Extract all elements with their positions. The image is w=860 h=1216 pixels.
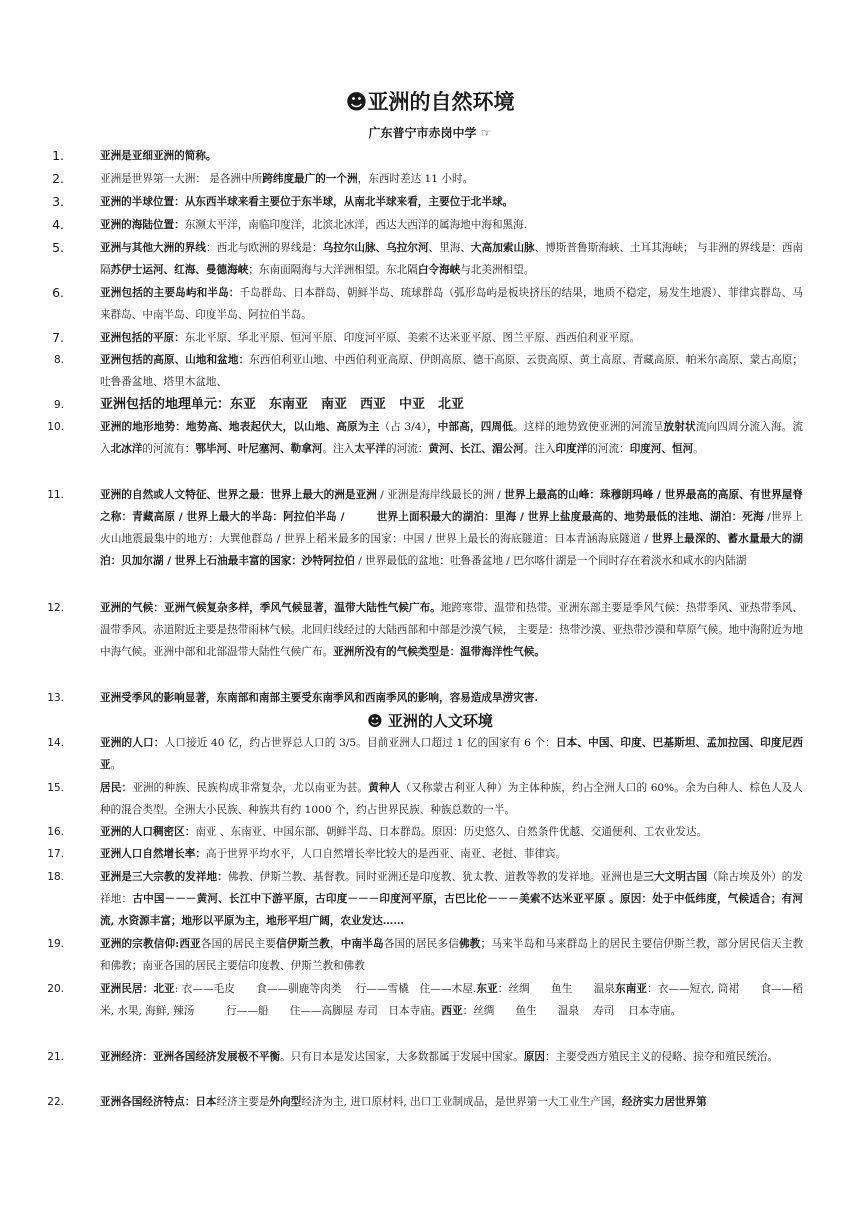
text-segment: 东西伯利亚山地、中西伯利亚高原、伊朗高原、德干高原、云贵高原、黄土高原、青藏高原、帕米尔高原、蒙古高原；吐鲁番盆地、塔里木盆地、 [100, 354, 804, 388]
text-segment: 高于世界平均水平，人口自然增长率比较大的是西亚、南亚、老挝、菲律宾。 [205, 848, 567, 860]
item-number: 7. [52, 330, 64, 345]
item-number: 17. [47, 848, 64, 860]
bold-text-segment: 亚洲的人口稠密区： [100, 826, 196, 838]
text-segment: ；马来半岛和马来群岛上的居民主要信伊斯兰教，部分居民信天主教和佛教；南亚各国的居民主要信印度教、伊斯兰教和佛教 [100, 938, 804, 972]
bold-text-segment: 外向型 [269, 1096, 302, 1108]
text-segment: 经济为主, 进口原材料, 出口工业制成品，是世界第一大工业生产国， [301, 1096, 622, 1108]
bold-text-segment: 西亚 [441, 1005, 463, 1017]
bold-text-segment: 黄河、长江、湄公河 [428, 443, 524, 455]
bold-text-segment: 古中国－－－黄河、长江中下游平原，古印度－－－印度河平原，古巴比伦－－－美索不达米亚平原 。原因：处于中低纬度，气候适合；有河流, 水资源丰富；地形以平原为主，地形平坦广阔，农业发达…… [100, 893, 803, 927]
text-segment: 东濒太平洋，南临印度洋，北滨北冰洋，西达大西洋的属海地中海和黑海. [184, 219, 528, 231]
item-text [76, 933, 803, 977]
list-item [47, 484, 804, 572]
list-item [52, 168, 803, 190]
text-segment: 经济主要是 [216, 1096, 270, 1108]
item-number: 14. [47, 737, 64, 749]
item-number: 4. [52, 217, 64, 232]
item-text [76, 168, 803, 190]
item-number: 21. [47, 1051, 64, 1063]
bold-text-segment: 亚洲人口自然增长率： [100, 848, 206, 860]
text-segment: 流向四周分流入海。流入 [100, 421, 804, 455]
text-segment: ， [329, 938, 341, 950]
text-segment: / 亚洲是海岸线最长的洲 / [376, 489, 505, 501]
item-text [76, 349, 803, 393]
bold-text-segment: 放射状 [663, 421, 696, 433]
bold-text-segment: 亚洲的宗教信仰:西亚 [100, 938, 201, 950]
list-item [52, 191, 803, 213]
bold-text-segment: 佛教 [459, 938, 481, 950]
list-item [47, 1046, 803, 1068]
text-segment: ：西北与欧洲的界线是： [206, 242, 323, 254]
text-segment: 。 [693, 443, 704, 455]
text-segment: / 世界最低的盆地：吐鲁番盆地 / 巴尔喀什湖是一个同时存在着淡水和咸水的内陆湖 [354, 555, 747, 567]
text-segment: ：衣——短衣, 筒裙 食——稻米, 水果, 海鲜, 辣汤 行——船 住——高脚屋 寿司 日本寺庙。 [100, 983, 804, 1017]
text-segment: 。注入 [322, 443, 355, 455]
bold-text-segment: 亚洲所没有的气候类型是：温带海洋性气候。 [333, 646, 545, 658]
section-title-human-environment: ☻ 亚洲的人文环境 [367, 712, 493, 730]
text-segment: （又称蒙古利亚人种）为主体种族，约占全洲人口的 60%。余为白种人、棕色人及人种的混合类型。全洲大小民族、种族共有约 1000 个，约占世界民族、种族总数的一半。 [100, 782, 803, 816]
text-segment: ：丝绸 鱼生 温泉 [497, 983, 616, 995]
list-item [47, 1091, 803, 1113]
text-segment: ；东南面隔海与大洋洲相望。东北隔 [248, 264, 418, 276]
item-text [76, 394, 803, 416]
list-item [47, 843, 803, 865]
list-item [47, 933, 804, 977]
list-item [53, 394, 803, 416]
item-text [76, 1091, 803, 1113]
bold-text-segment: 信伊斯兰教 [276, 938, 330, 950]
bold-text-segment: 亚洲包括的地理单元：东亚 东南亚 南亚 西亚 中亚 北亚 [100, 397, 465, 412]
bold-text-segment: 亚洲包括的主要岛屿和半岛： [100, 287, 240, 299]
text-segment: ：丝绸 鱼生 温泉 寿司 日本寺庙。 [462, 1005, 682, 1017]
list-item [53, 349, 804, 393]
bold-text-segment: 亚洲受季风的影响显著，东南部和南部主要受东南季风和西南季风的影响，容易造成旱涝灾害. [100, 692, 539, 704]
bold-text-segment: 苏伊士运河、红海、曼德海峡 [110, 264, 249, 276]
text-segment: 。 [110, 759, 122, 771]
bold-text-segment: 印度河、恒河 [629, 443, 694, 455]
text-segment: 地跨寒带、温带和热带。亚洲东部主要是季风气候：热带季风、亚热带季风、温带季风。赤道附近主要是热带雨林气候。北回归线经过的大陆西部和中部是沙漠气候， 主要是：热带沙漠、亚热带沙漠和草原气候。地中海附近为地中海气候。亚洲中部和北部温带大陆性气候广布。 [100, 602, 803, 658]
list-item [52, 282, 803, 326]
text-segment: : 衣——毛皮 食——驯鹿等肉类 行——雪橇 住——木屋. [174, 983, 477, 995]
text-segment: ，东西时差达 11 小时。 [357, 173, 474, 185]
item-number: 11. [47, 489, 64, 501]
text-segment: （占 3/4） [379, 421, 428, 433]
bold-text-segment: 亚洲民居：北亚 [100, 983, 175, 995]
list-item [47, 777, 803, 821]
item-number: 8. [53, 354, 64, 366]
item-text [76, 821, 803, 843]
item-number: 6. [52, 285, 64, 300]
item-text [76, 214, 803, 236]
bold-text-segment: 东亚 [476, 983, 498, 995]
item-text [76, 145, 803, 167]
list-item [52, 327, 803, 349]
item-number: 2. [52, 171, 64, 186]
bold-text-segment: 亚洲的半球位置：从东西半球来看主要位于东半球，从南北半球来看，主要位于北半球。 [100, 196, 514, 208]
bold-text-segment: 经济实力居世界第 [621, 1096, 707, 1108]
text-segment: 。只有日本是发达国家，大多数都属于发展中国家。 [280, 1051, 524, 1063]
text-segment: 的河流： [386, 443, 429, 455]
item-text [76, 1046, 803, 1068]
bold-text-segment: 亚洲的自然或人文特征、世界之最：世界上最大的洲是亚洲 [100, 489, 377, 501]
text-segment: 与北美洲相望。 [460, 264, 535, 276]
bold-text-segment: ，中部高，四周低 [427, 421, 514, 433]
bold-text-segment: 亚洲的地形地势：地势高、地表起伏大，以山地、高原为主 [100, 421, 380, 433]
bold-text-segment: 亚洲是三大宗教的发祥地： [100, 871, 228, 883]
bold-text-segment: 亚洲包括的高原、山地和盆地： [100, 354, 250, 366]
item-text [76, 777, 803, 821]
item-number: 20. [47, 983, 64, 995]
list-item [52, 214, 803, 236]
list-item [47, 978, 804, 1022]
text-segment: 亚洲是世界第一大洲： 是各洲中所 [100, 173, 263, 185]
item-text [76, 191, 803, 213]
bold-text-segment: 大高加索山脉 [471, 242, 535, 254]
item-text [76, 597, 803, 663]
bold-text-segment: 世界上最高的山峰：珠穆朗玛峰 / 世界最高的高原、有世界屋脊之称：青藏高原 / 世界上最大的半岛：阿拉伯半岛 / 世界上面积最大的湖泊：里海 / 世界上盐度最高的、地势最低的洼地、湖泊：死海 [100, 489, 804, 523]
text-segment: 各国的居民主要 [200, 938, 277, 950]
item-number: 5. [52, 240, 64, 255]
item-number: 1. [52, 148, 64, 163]
item-number: 19. [47, 938, 64, 950]
bold-text-segment: 亚洲包括的平原： [100, 332, 185, 344]
text-segment: 的河流有： [142, 443, 196, 455]
item-text [76, 484, 803, 572]
text-segment: 人口接近 40 亿，约占世界总人口的 3/5。目前亚洲人口超过 1 亿的国家有 6 个： [164, 737, 556, 749]
item-text [76, 732, 803, 776]
bold-text-segment: 亚洲各国经济特点：日本 [100, 1096, 217, 1108]
text-segment: 各国的居民多信 [383, 938, 460, 950]
document-subtitle: 广东普宁市赤岗中学 ☞ [368, 126, 492, 140]
bold-text-segment: 黄种人 [368, 782, 401, 794]
text-segment: 、博斯普鲁斯海峡、土耳其海峡； 与非洲的界线是：西南隔 [100, 242, 804, 276]
list-item [52, 237, 804, 281]
text-segment: 。这样的地势致使亚洲的河流呈 [513, 421, 664, 433]
list-item [47, 597, 803, 663]
item-number: 16. [47, 826, 64, 838]
item-text [76, 843, 803, 865]
list-item [47, 732, 804, 776]
bold-text-segment: 鄂毕河、叶尼塞河、勒拿河 [195, 443, 323, 455]
item-number: 13. [47, 692, 64, 704]
bold-text-segment: 日本、中国、印度、巴基斯坦、孟加拉国、印度尼西亚 [100, 737, 804, 771]
list-item [52, 145, 803, 167]
bold-text-segment: 亚洲经济：亚洲各国经济发展极不平衡 [100, 1051, 281, 1063]
bold-text-segment: 亚洲与其他大洲的界线 [100, 242, 207, 254]
item-text [76, 687, 803, 709]
bold-text-segment: 太平洋 [354, 443, 387, 455]
bold-text-segment: 印度洋 [555, 443, 588, 455]
bold-text-segment: 亚洲是亚细亚洲的简称。 [100, 150, 217, 162]
list-item [47, 687, 803, 709]
item-text [76, 282, 803, 326]
item-number: 3. [52, 194, 64, 209]
bold-text-segment: 跨纬度最广的一个洲 [262, 173, 358, 185]
document-title: ☻亚洲的自然环境 [345, 90, 515, 114]
bold-text-segment: 北冰洋 [110, 443, 143, 455]
item-number: 15. [47, 782, 64, 794]
text-segment: （除古埃及外）的发祥地： [100, 871, 804, 905]
text-segment: 、里海、 [428, 242, 472, 254]
list-item [47, 821, 803, 843]
bold-text-segment: 白令海峡 [417, 264, 461, 276]
item-text [76, 866, 803, 932]
item-number: 12. [47, 602, 64, 614]
bold-text-segment: 乌拉尔山脉、乌拉尔河 [322, 242, 429, 254]
item-number: 9. [53, 399, 64, 411]
item-number: 22. [47, 1096, 64, 1108]
bold-text-segment: 原因 [523, 1051, 545, 1063]
item-number: 18. [47, 871, 64, 883]
text-segment: ：主要受西方殖民主义的侵略、掠夺和殖民统治。 [544, 1051, 778, 1063]
list-item [47, 416, 804, 460]
bold-text-segment: 亚洲的气候：亚洲气候复杂多样，季风气候显著，温带大陆性气候广布。 [100, 602, 441, 614]
bold-text-segment: 东南亚 [615, 983, 648, 995]
item-text [76, 978, 803, 1022]
text-segment: 亚洲的种族、民族构成非常复杂，尤以南亚为甚。 [132, 782, 369, 794]
text-segment: 东北平原、华北平原、恒河平原、印度河平原、美索不达米亚平原、图兰平原、西西伯利亚平原。 [184, 332, 641, 344]
text-segment: 的河流： [587, 443, 630, 455]
item-number: 10. [47, 421, 64, 433]
bold-text-segment: 中南半岛 [340, 938, 384, 950]
item-text [76, 327, 803, 349]
text-segment: 。注入 [523, 443, 556, 455]
text-segment: 佛教、伊斯兰教、基督教。同时亚洲还是印度教、犹太教、道教等教的发祥地。亚洲也是 [227, 871, 644, 883]
list-item [47, 866, 804, 932]
item-text [76, 416, 803, 460]
bold-text-segment: 亚洲的人口： [100, 737, 165, 749]
bold-text-segment: 居民： [100, 782, 133, 794]
text-segment: /世界上火山地震最集中的地方：大巽他群岛 / 世界上稻米最多的国家：中国 / 世界上最长的海底隧道：日本青涵海底隧道 / [100, 511, 804, 545]
text-segment: 千岛群岛、日本群岛、朝鲜半岛、琉球群岛（弧形岛屿是板块挤压的结果，地质不稳定，易发生地震）、菲律宾群岛、马来群岛、中南半岛、印度半岛、阿拉伯半岛。 [100, 287, 803, 321]
bold-text-segment: 亚洲的海陆位置： [100, 219, 185, 231]
bold-text-segment: 世界上最深的、蓄水量最大的湖泊：贝加尔湖 / 世界上石油最丰富的国家：沙特阿拉伯 [100, 533, 803, 567]
text-segment: 南亚 、东南亚、中国东部、朝鲜半岛、日本群岛。原因：历史悠久、自然条件优越、交通便利、工农业发达。 [195, 826, 708, 838]
bold-text-segment: 三大文明古国 [643, 871, 708, 883]
item-text [76, 237, 803, 281]
